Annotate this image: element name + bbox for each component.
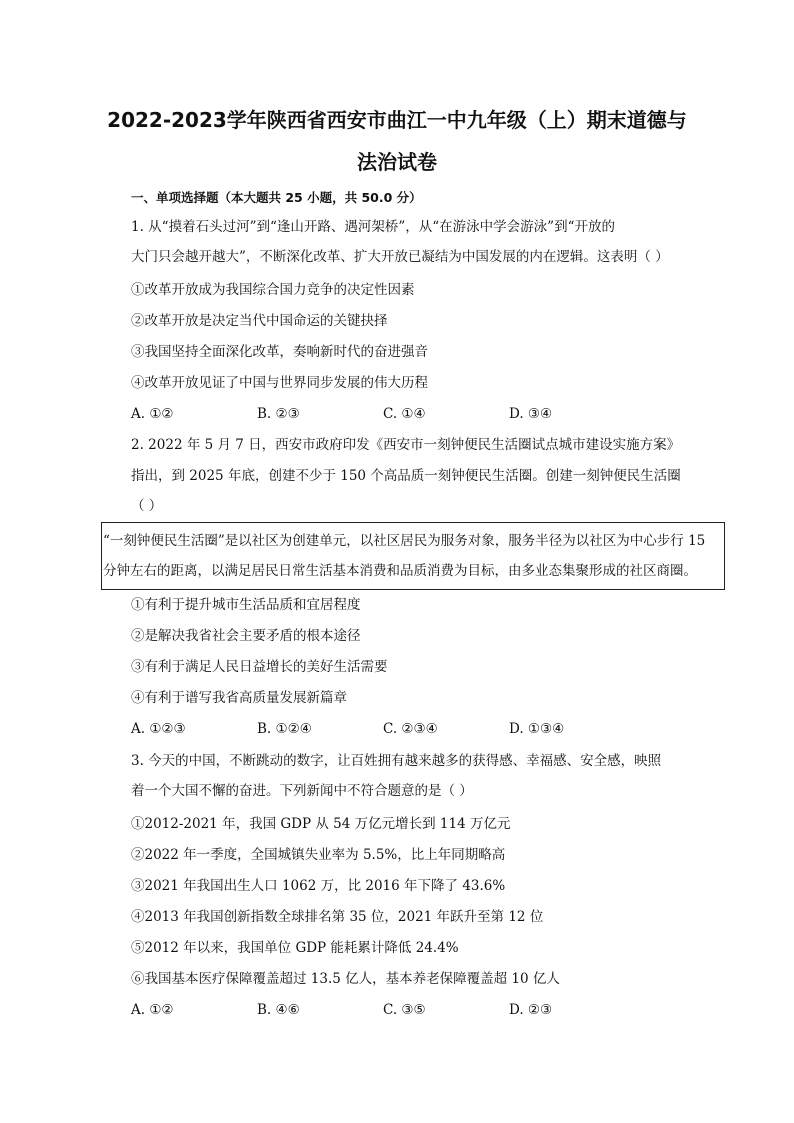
q2-material-box xyxy=(101,522,725,590)
q3-choice-c: C. ③⑤ xyxy=(383,1002,426,1018)
q2-material-line-1: “一刻钟便民生活圈”是以社区为创建单元，以社区居民为服务对象，服务半径为以社区为中心步行 15 xyxy=(103,533,706,549)
q2-choice-b: B. ①②④ xyxy=(257,721,312,737)
q3-stem-line-2: 着一个大国不懈的奋进。下列新闻中不符合题意的是（ ） xyxy=(131,783,473,799)
q3-item-6: ⑥我国基本医疗保障覆盖超过 13.5 亿人，基本养老保障覆盖超 10 亿人 xyxy=(131,971,560,987)
q1-choice-c: C. ①④ xyxy=(383,406,426,422)
q1-item-2: ②改革开放是决定当代中国命运的关键抉择 xyxy=(131,313,388,329)
exam-title-line-2: 法治试卷 xyxy=(357,150,437,174)
q3-item-2: ②2022 年一季度，全国城镇失业率为 5.5%，比上年同期略高 xyxy=(131,847,506,863)
q3-choice-a: A. ①② xyxy=(131,1002,174,1018)
q2-material-line-2: 分钟左右的距离，以满足居民日常生活基本消费和品质消费为目标，由多业态集聚形成的社区商圈。 xyxy=(103,563,697,579)
q1-item-3: ③我国坚持全面深化改革，奏响新时代的奋进强音 xyxy=(131,344,428,360)
q2-item-2: ②是解决我省社会主要矛盾的根本途径 xyxy=(131,628,361,644)
q2-stem-line-3: （ ） xyxy=(131,498,163,514)
q2-item-4: ④有利于谱写我省高质量发展新篇章 xyxy=(131,690,347,706)
q3-choice-d: D. ②③ xyxy=(509,1002,553,1018)
section-heading: 一、单项选择题（本大题共 25 小题，共 50.0 分） xyxy=(131,190,422,205)
q2-choice-d: D. ①③④ xyxy=(509,721,565,737)
q1-choice-d: D. ③④ xyxy=(509,406,553,422)
q1-stem-line-1: 1. 从“摸着石头过河”到“逢山开路、遇河架桥”，从“在游泳中学会游泳”到“开放的 xyxy=(131,219,615,235)
q1-choice-b: B. ②③ xyxy=(257,406,300,422)
exam-title-line-1: 2022-2023学年陕西省西安市曲江一中九年级（上）期末道德与 xyxy=(107,108,687,132)
q2-choice-c: C. ②③④ xyxy=(383,721,438,737)
q2-choice-a: A. ①②③ xyxy=(131,721,186,737)
q1-item-1: ①改革开放成为我国综合国力竞争的决定性因素 xyxy=(131,282,415,298)
q1-stem-line-2: 大门只会越开越大”，不断深化改革、扩大开放已凝结为中国发展的内在逻辑。这表明（ ） xyxy=(131,249,669,265)
q3-item-1: ①2012-2021 年，我国 GDP 从 54 万亿元增长到 114 万亿元 xyxy=(131,816,511,832)
q3-choice-b: B. ④⑥ xyxy=(257,1002,300,1018)
q3-stem-line-1: 3. 今天的中国，不断跳动的数字，让百姓拥有越来越多的获得感、幸福感、安全感，映照 xyxy=(131,753,662,769)
q2-stem-line-1: 2. 2022 年 5 月 7 日，西安市政府印发《西安市一刻钟便民生活圈试点城市建设实施方案》 xyxy=(131,437,681,453)
q1-choice-a: A. ①② xyxy=(131,406,174,422)
q3-item-3: ③2021 年我国出生人口 1062 万，比 2016 年下降了 43.6% xyxy=(131,878,506,894)
q2-stem-line-2: 指出，到 2025 年底，创建不少于 150 个高品质一刻钟便民生活圈。创建一刻钟便民生活圈 xyxy=(131,468,681,484)
q3-item-4: ④2013 年我国创新指数全球排名第 35 位，2021 年跃升至第 12 位 xyxy=(131,909,544,925)
q3-item-5: ⑤2012 年以来，我国单位 GDP 能耗累计降低 24.4% xyxy=(131,940,459,956)
q1-item-4: ④改革开放见证了中国与世界同步发展的伟大历程 xyxy=(131,375,428,391)
q2-item-3: ③有利于满足人民日益增长的美好生活需要 xyxy=(131,659,388,675)
q2-item-1: ①有利于提升城市生活品质和宜居程度 xyxy=(131,597,361,613)
